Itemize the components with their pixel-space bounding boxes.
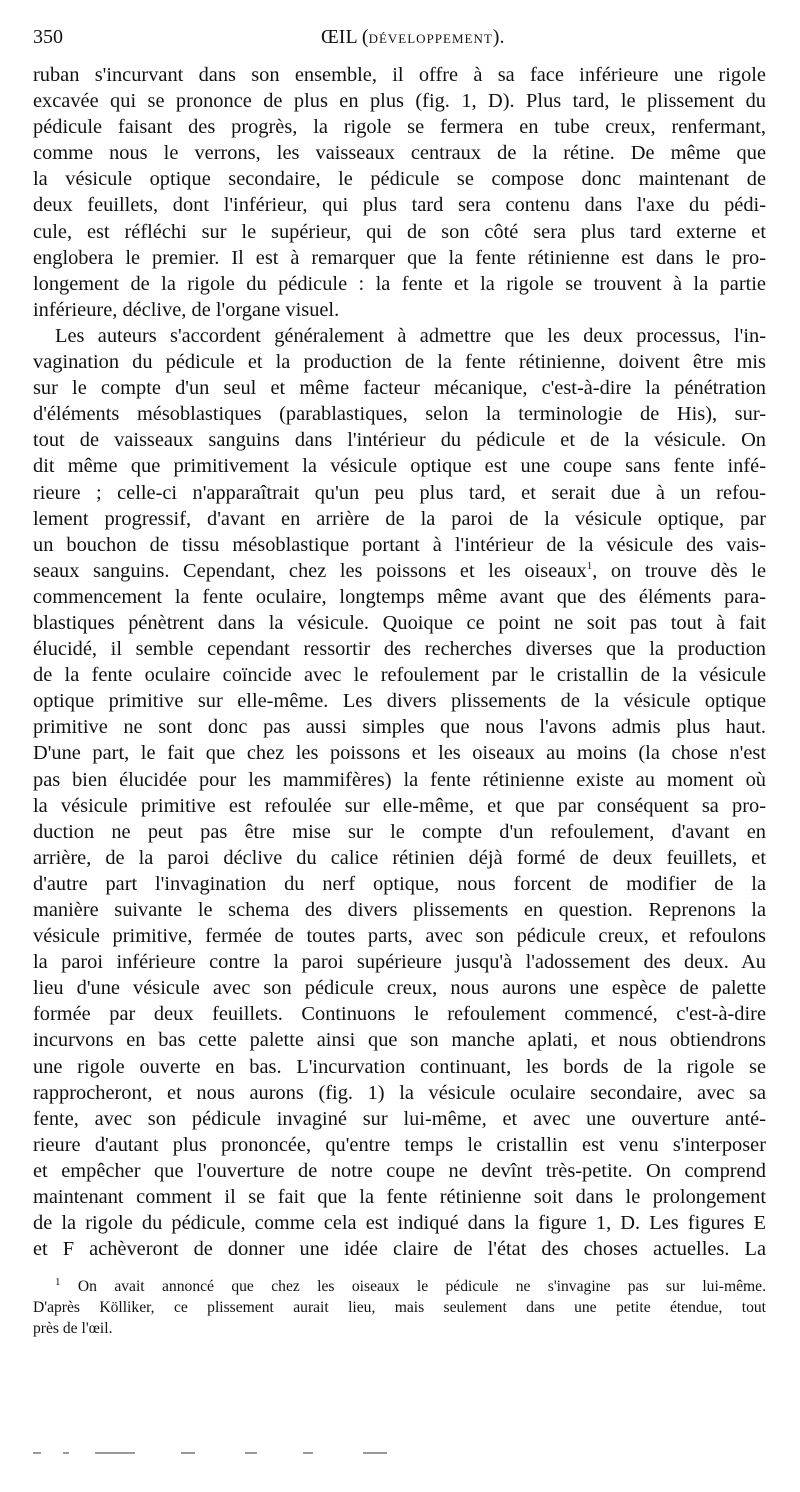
document-page bbox=[33, 26, 766, 1339]
text-line: excavée qui se prononce de plus en plus (fig. 1, D). Plus tard, le plissement du bbox=[33, 90, 766, 113]
text-line: tout de vaisseaux sanguins dans l'intérieur du pédicule et de la vésicule. On bbox=[33, 429, 766, 452]
scan-speck bbox=[245, 1452, 257, 1454]
text-line: une rigole ouverte en bas. L'incurvation continuant, les bords de la rigole se bbox=[33, 1055, 766, 1078]
running-title-subject: DÉVELOPPEMENT bbox=[368, 31, 493, 46]
text-line: la paroi inférieure contre la paroi supérieure jusqu'à l'adossement des deux. Au bbox=[33, 951, 766, 974]
text-line: primitive ne sont donc pas aussi simples que nous l'avons admis plus haut. bbox=[33, 716, 766, 739]
text-line: vésicule primitive, fermée de toutes parts, avec son pédicule creux, et refoulons bbox=[33, 925, 766, 948]
page-number: 350 bbox=[33, 26, 63, 48]
text-line: formée par deux feuillets. Continuons le refoulement commencé, c'est-à-dire bbox=[33, 1003, 766, 1026]
footnote-line: près de l'œil. bbox=[33, 1320, 113, 1338]
text-line: sur le compte d'un seul et même facteur mécanique, c'est-à-dire la pénétration bbox=[33, 377, 766, 400]
text-line: D'une part, le fait que chez les poissons et les oiseaux au moins (la chose n'est bbox=[33, 742, 766, 765]
text-line: commencement la fente oculaire, longtemps même avant que des éléments para- bbox=[33, 585, 766, 608]
running-title bbox=[321, 26, 504, 49]
text-line: arrière, de la paroi déclive du calice rétinien déjà formé de deux feuillets, et bbox=[33, 846, 766, 869]
text-line: duction ne peut pas être mise sur le compte d'un refoulement, d'avant en bbox=[33, 820, 766, 843]
text-line: rapprocheront, et nous aurons (fig. 1) la vésicule oculaire secondaire, avec sa bbox=[33, 1081, 766, 1104]
scan-speck bbox=[303, 1452, 313, 1454]
text-line: inférieure, déclive, de l'organe visuel. bbox=[33, 298, 340, 321]
text-line: de la fente oculaire coïncide avec le refoulement par le cristallin de la vésicule bbox=[33, 664, 766, 687]
text-line: rieure ; celle-ci n'apparaîtrait qu'un peu plus tard, et serait due à un refou- bbox=[33, 481, 766, 504]
text-line: blastiques pénètrent dans la vésicule. Quoique ce point ne soit pas tout à fait bbox=[33, 611, 766, 634]
text-line: comme nous le verrons, les vaisseaux centraux de la rétine. De même que bbox=[33, 142, 766, 165]
footnote-reference: 1 bbox=[586, 559, 593, 572]
text-line: dit même que primitivement la vésicule optique est une coupe sans fente infé- bbox=[33, 455, 766, 478]
footnote-line bbox=[33, 1276, 766, 1297]
text-line: maintenant comment il se fait que la fente rétinienne soit dans le prolongement bbox=[33, 1186, 766, 1209]
running-header bbox=[33, 26, 766, 62]
text-line: la vésicule optique secondaire, le pédicule se compose donc maintenant de bbox=[33, 168, 766, 191]
text-line: optique primitive sur elle-même. Les divers plissements de la vésicule optique bbox=[33, 690, 766, 713]
footnote-text: On avait annoncé que chez les oiseaux le pédicule ne s'invagine pas sur lui-même. bbox=[77, 1278, 766, 1296]
running-title-end: ). bbox=[492, 26, 505, 48]
text-line: Les auteurs s'accordent généralement à admettre que les deux processus, l'in- bbox=[55, 324, 766, 347]
scan-speck bbox=[95, 1452, 135, 1454]
text-line-tail: , on trouve dès le bbox=[592, 559, 766, 582]
text-line: lieu d'une vésicule avec son pédicule creux, nous aurons une espèce de palette bbox=[33, 977, 766, 1000]
text-line: longement de la rigole du pédicule : la fente et la rigole se trouvent à la partie bbox=[33, 272, 766, 295]
scan-artifacts bbox=[33, 1452, 403, 1456]
text-line: deux feuillets, dont l'inférieur, qui plus tard sera contenu dans l'axe du pédi- bbox=[33, 194, 766, 217]
text-line: d'autre part l'invagination du nerf optique, nous forcent de modifier de la bbox=[33, 872, 766, 895]
text-line: incurvons en bas cette palette ainsi que son manche aplati, et nous obtiendrons bbox=[33, 1029, 766, 1052]
text-line: pédicule faisant des progrès, la rigole se fermera en tube creux, renfermant, bbox=[33, 116, 766, 139]
text-line: fente, avec son pédicule invaginé sur lui-même, et avec une ouverture anté- bbox=[33, 1107, 766, 1130]
scan-speck bbox=[33, 1452, 41, 1454]
text-line-with-footnote-ref bbox=[33, 558, 766, 584]
text-line-head: seaux sanguins. Cependant, chez les poissons et les oiseaux bbox=[33, 559, 587, 582]
text-line: élucidé, il semble cependant ressortir des recherches diverses que la production bbox=[33, 638, 766, 661]
scan-speck bbox=[181, 1452, 195, 1454]
text-line: rieure d'autant plus prononcée, qu'entre temps le cristallin est venu s'interposer bbox=[33, 1133, 766, 1156]
text-line: pas bien élucidée pour les mammifères) la fente rétinienne existe au moment où bbox=[33, 768, 766, 791]
scan-speck bbox=[363, 1452, 387, 1454]
text-line: vagination du pédicule et la production de la fente rétinienne, doivent être mis bbox=[33, 351, 766, 374]
scan-speck bbox=[63, 1452, 69, 1454]
footnote-line: D'après Kölliker, ce plissement aurait lieu, mais seulement dans une petite étendue, tout bbox=[33, 1299, 766, 1317]
text-line: d'éléments mésoblastiques (parablastiques, selon la terminologie de His), sur- bbox=[33, 403, 766, 426]
text-line: et empêcher que l'ouverture de notre coupe ne devînt très-petite. On comprend bbox=[33, 1159, 766, 1182]
text-line: un bouchon de tissu mésoblastique portant à l'intérieur de la vésicule des vais- bbox=[33, 533, 766, 556]
text-line: lement progressif, d'avant en arrière de la paroi de la vésicule optique, par bbox=[33, 507, 766, 530]
footnote-marker: 1 bbox=[55, 1276, 61, 1289]
text-line: englobera le premier. Il est à remarquer que la fente rétinienne est dans le pro- bbox=[33, 246, 766, 269]
text-line: ruban s'incurvant dans son ensemble, il offre à sa face inférieure une rigole bbox=[33, 64, 766, 86]
running-title-main: ŒIL ( bbox=[321, 26, 369, 48]
main-text bbox=[33, 62, 766, 1262]
text-line: la vésicule primitive est refoulée sur elle-même, et que par conséquent sa pro- bbox=[33, 794, 766, 817]
text-line: de la rigole du pédicule, comme cela est indiqué dans la figure 1, D. Les figures E bbox=[33, 1212, 766, 1235]
text-line: manière suivante le schema des divers plissements en question. Reprenons la bbox=[33, 899, 766, 921]
footnotes bbox=[33, 1276, 766, 1339]
text-line: cule, est réfléchi sur le supérieur, qui de son côté sera plus tard externe et bbox=[33, 220, 766, 243]
text-line: et F achèveront de donner une idée claire de l'état des choses actuelles. La bbox=[33, 1238, 766, 1261]
